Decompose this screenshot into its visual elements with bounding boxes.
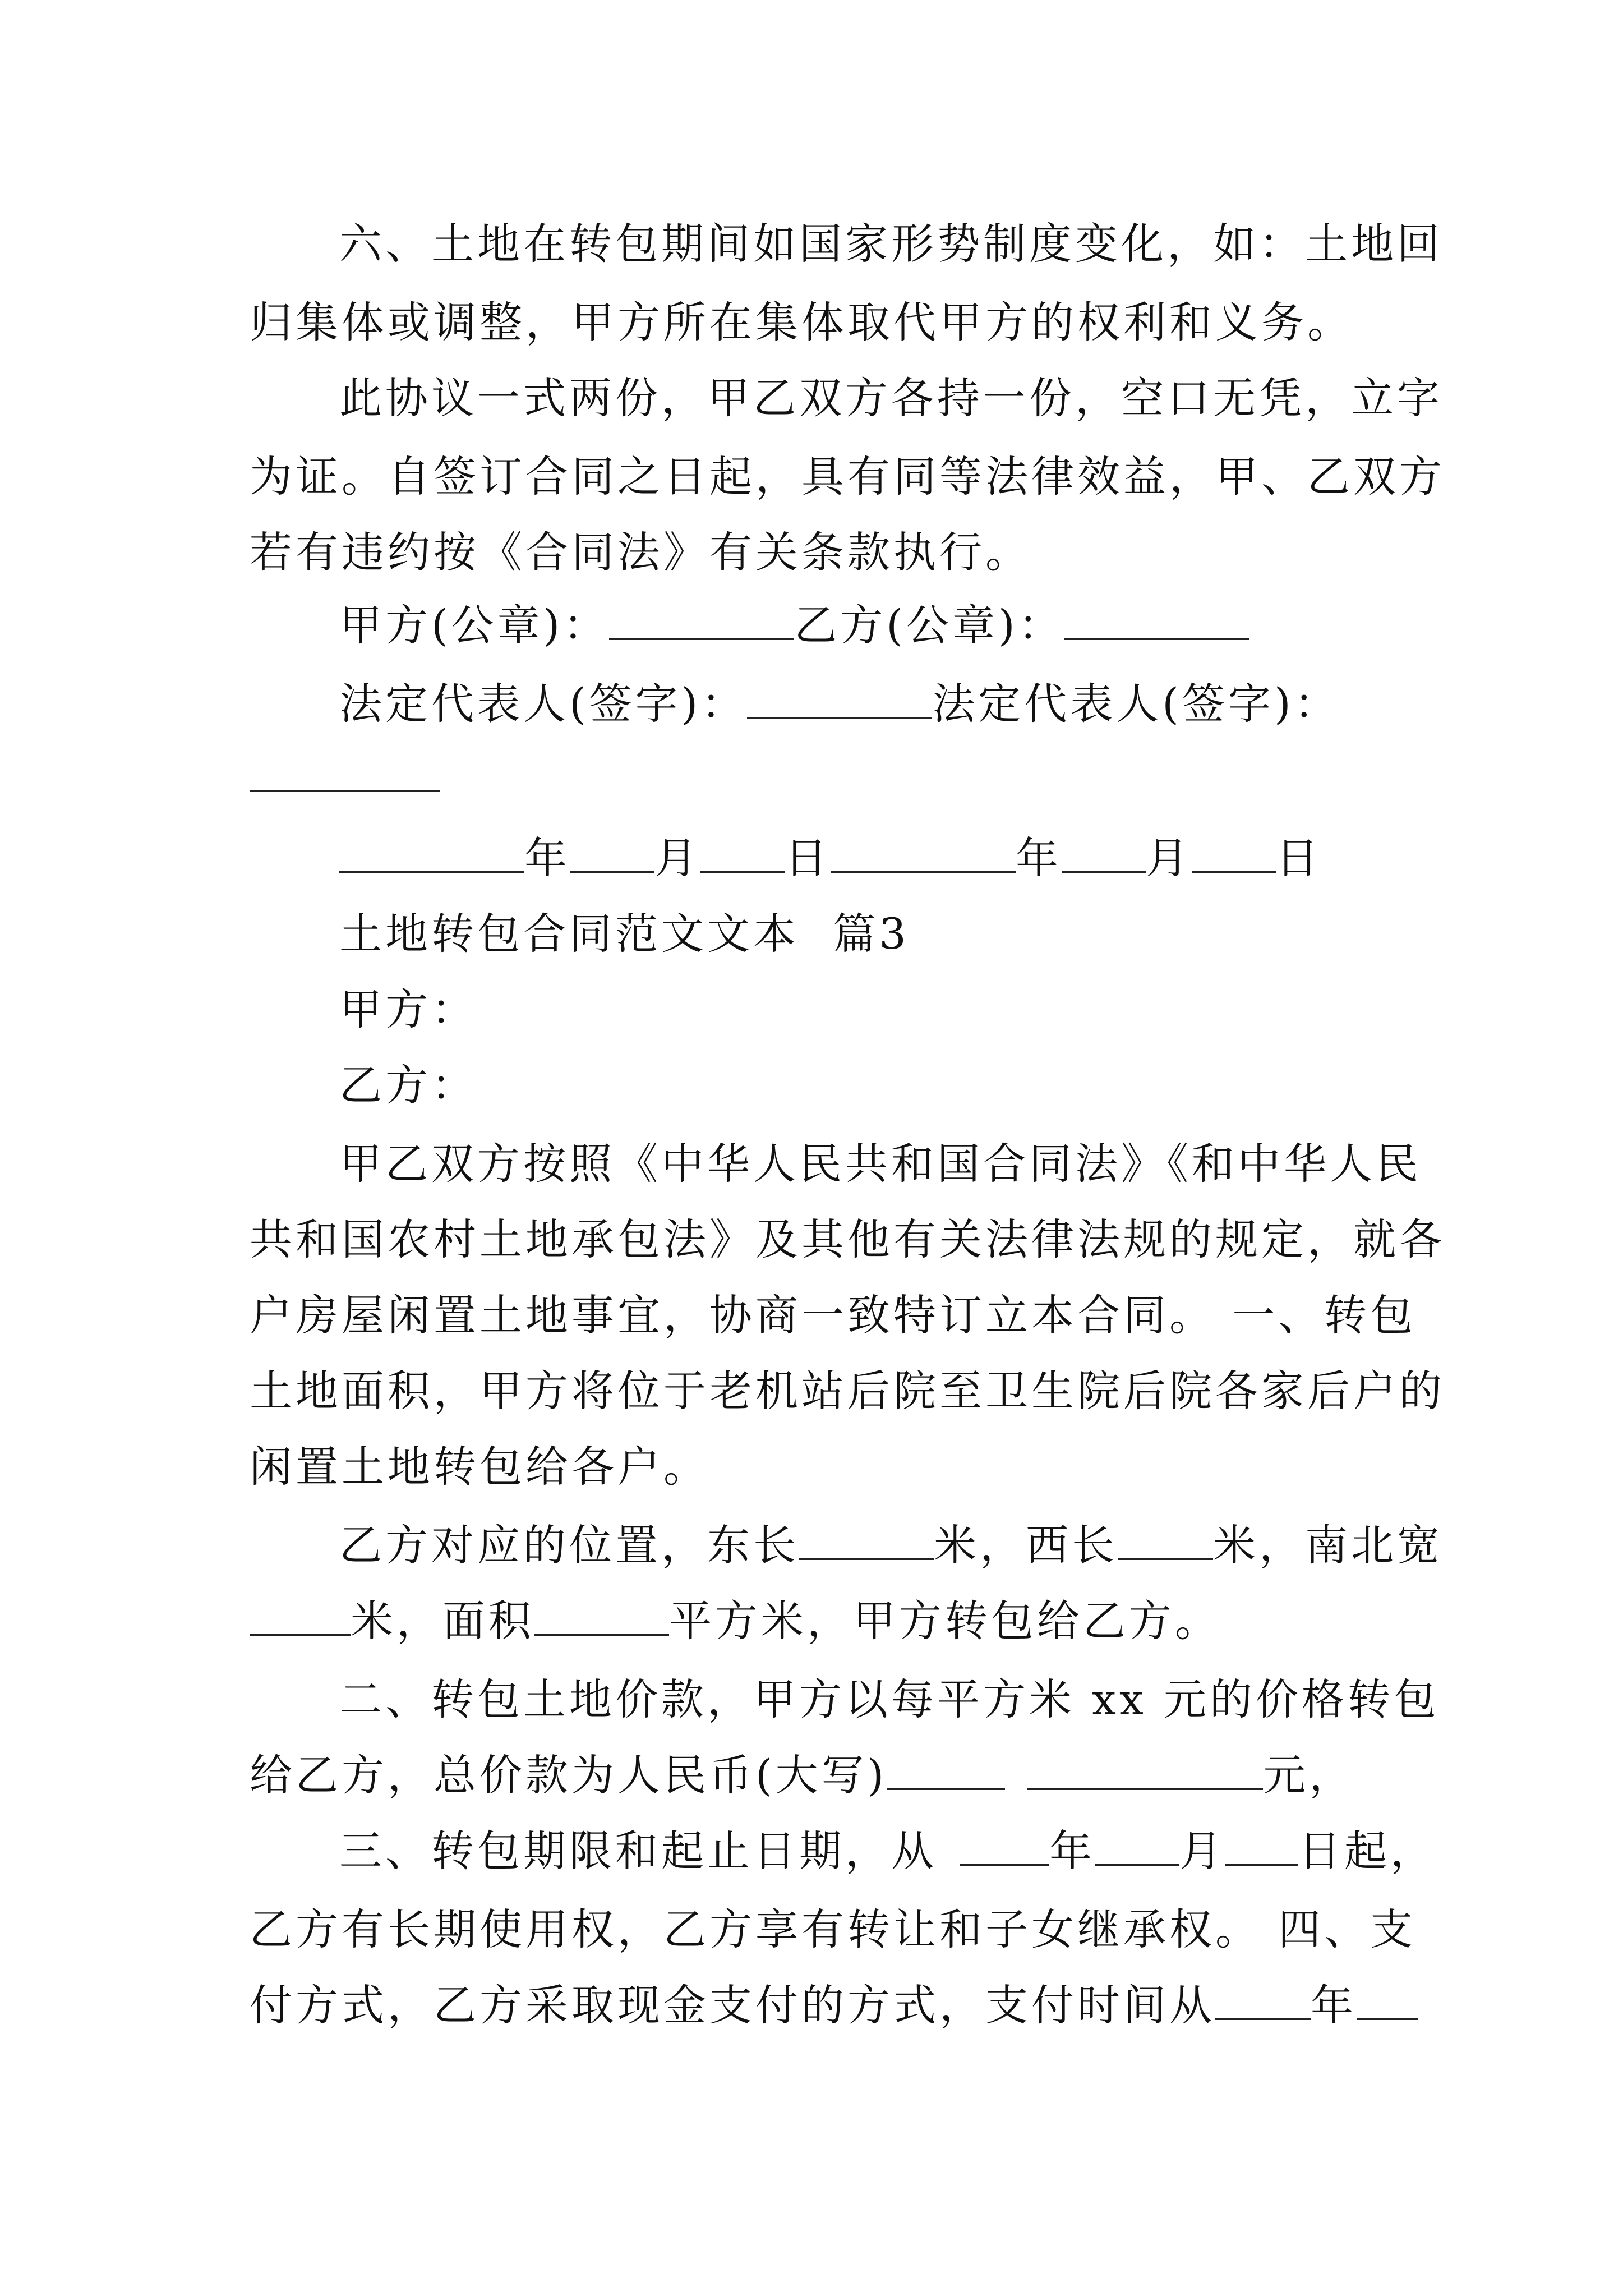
legal-rep-line: [339, 676, 1340, 732]
area-unit-label: 平方米，甲方转包给乙方。: [669, 1596, 1221, 1646]
term-year-blank: [960, 1828, 1049, 1866]
area-blank: [534, 1598, 669, 1636]
intro-line-4: 土地面积，甲方将位于老机站后院至卫生院后院各家后户的: [250, 1366, 1445, 1416]
position-line-2: [250, 1593, 1221, 1649]
intro-line-3: 户房屋闲置土地事宜，协商一致特订立本合同。 一、转包: [250, 1290, 1417, 1340]
party-b-seal-label: 乙方(公章)：: [794, 600, 1064, 650]
party-b-month-blank: [1062, 835, 1146, 873]
party-a-year-blank: [339, 835, 524, 873]
party-a-seal-label: 甲方(公章)：: [339, 600, 610, 650]
term-year-label: 年: [1049, 1826, 1095, 1876]
price-line-2: [250, 1747, 1355, 1803]
intro-line-5: 闲置土地转包给各户。: [250, 1442, 709, 1492]
party-a-rep-label: 法定代表人(签字)：: [339, 679, 748, 729]
signature-seal-line: [339, 597, 1249, 654]
party-a-year-label: 年: [524, 833, 570, 883]
area-label: 米，面积: [351, 1596, 534, 1646]
price-line-1: 二、转包土地价款，甲方以每平方米 xx 元的价格转包: [339, 1674, 1440, 1724]
width-blank: [250, 1598, 351, 1636]
price-amount-blank: [1027, 1752, 1263, 1790]
party-b-seal-blank: [1064, 602, 1249, 640]
clause-6-line-1: 六、土地在转包期间如国家形势制度变化，如：土地回: [339, 219, 1443, 269]
agreement-copies-line-1: 此协议一式两份，甲乙双方各持一份，空口无凭，立字: [339, 373, 1443, 423]
position-east-label: 乙方对应的位置，东长: [339, 1520, 799, 1570]
party-a-month-blank: [570, 835, 654, 873]
term-line-1: [339, 1823, 1436, 1879]
payment-label: 付方式，乙方采取现金支付的方式，支付时间从: [250, 1980, 1215, 2030]
east-length-blank: [799, 1522, 934, 1560]
party-b-label: 乙方：: [339, 1060, 477, 1110]
price-unit-label: 元，: [1263, 1750, 1355, 1800]
agreement-copies-line-3: 若有违约按《合同法》有关条款执行。: [250, 527, 1031, 577]
party-a-label: 甲方：: [339, 984, 477, 1034]
term-day-blank: [1225, 1828, 1298, 1866]
clause-6-line-2: 归集体或调整，甲方所在集体取代甲方的权利和义务。: [250, 297, 1353, 347]
party-b-rep-continuation: [250, 749, 440, 805]
party-b-day-blank: [1192, 835, 1276, 873]
position-line-1: [339, 1517, 1443, 1573]
payment-month-blank: [1357, 1982, 1418, 2020]
signing-date-line: [339, 830, 1322, 886]
intro-line-1: 甲乙双方按照《中华人民共和国合同法》《和中华人民: [339, 1139, 1422, 1189]
payment-line-1: [250, 1977, 1418, 2033]
party-a-seal-blank: [609, 602, 794, 640]
payment-year-blank: [1215, 1982, 1311, 2020]
party-b-month-label: 月: [1146, 833, 1192, 883]
west-length-blank: [1118, 1522, 1213, 1560]
section-title: 土地转包合同范文文本 篇3: [339, 909, 910, 959]
party-b-rep-blank: [250, 754, 440, 792]
agreement-copies-line-2: 为证。自签订合同之日起，具有同等法律效益，甲、乙双方: [250, 452, 1445, 501]
party-b-day-label: 日: [1276, 833, 1322, 883]
party-a-rep-blank: [747, 681, 932, 719]
party-b-year-blank: [831, 835, 1016, 873]
position-width-label: 米，南北宽: [1213, 1520, 1443, 1570]
party-a-day-label: 日: [785, 833, 831, 883]
total-price-label: 给乙方，总价款为人民币(大写): [250, 1750, 888, 1800]
term-month-blank: [1095, 1828, 1179, 1866]
position-west-label: 米，西长: [934, 1520, 1118, 1570]
price-words-blank: [887, 1752, 1005, 1790]
party-b-year-label: 年: [1016, 833, 1062, 883]
term-day-label: 日起，: [1298, 1826, 1436, 1876]
term-line-2: 乙方有长期使用权，乙方享有转让和子女继承权。 四、支: [250, 1904, 1417, 1954]
party-a-day-blank: [700, 835, 785, 873]
party-b-rep-label: 法定代表人(签字)：: [932, 679, 1340, 729]
term-month-label: 月: [1179, 1826, 1225, 1876]
payment-year-label: 年: [1311, 1980, 1357, 2030]
party-a-month-label: 月: [654, 833, 700, 883]
intro-line-2: 共和国农村土地承包法》及其他有关法律法规的规定，就各: [250, 1214, 1445, 1264]
term-label: 三、转包期限和起止日期，从: [339, 1826, 937, 1876]
